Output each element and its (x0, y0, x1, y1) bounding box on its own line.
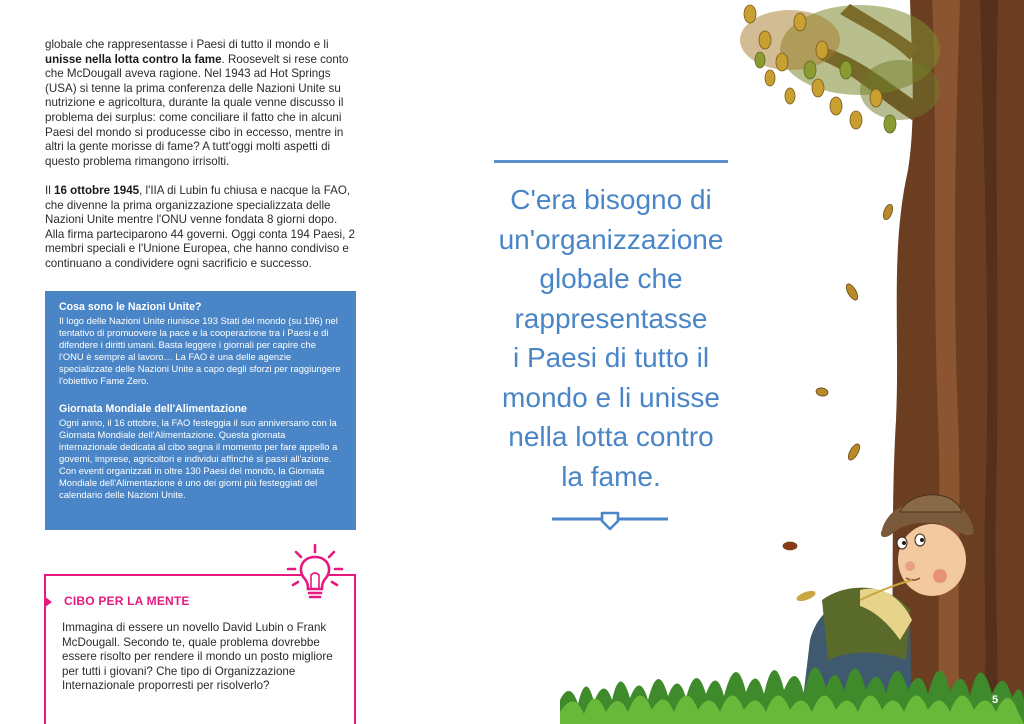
info-box-title-world-food-day: Giornata Mondiale dell'Alimentazione (59, 402, 247, 415)
quote-line: rappresentasse (514, 302, 708, 334)
quote-line: nella lotta contro (508, 421, 714, 452)
food-for-thought-text: Immagina di essere un novello David Lubin o Frank McDougall. Secondo te, quale problema dovrebbe essere risolto per rendere il mondo un posto migliore per tutti i giovani? Che tipo di Organizzazione Internazionale proporresti per risolverlo? (62, 621, 333, 693)
info-box (45, 291, 356, 530)
body-paragraph-1 (45, 38, 357, 169)
p1-bold-text: unisse nella lotta contro la fame (45, 52, 222, 66)
quote-line: mondo e li unisse (502, 381, 720, 413)
tree-boy-illustration (560, 0, 1024, 724)
p1-text-b: . Roosevelt si rese conto che McDougall aveva ragione. Nel 1943 ad Hot Springs (USA) si tenne la prima conferenza delle Nazioni Unite su nutrizione e agricoltura, durante la quale venne discusso il problema dei surplus: come conciliare il fatto che in alcuni Paesi del mondo si producesse cibo in eccesso, mentre in altri la gente morisse di fame? A tutt'oggi molti aspetti di questo problema rimangono irrisolti. (45, 52, 349, 168)
quote-line: la fame. (561, 460, 661, 492)
body-paragraph-2 (45, 184, 357, 272)
p2-text-b: , l'IIA di Lubin fu chiusa e nacque la FAO, che divenne la prima organizzazione specializzata delle Nazioni Unite mentre l'ONU venne fondata 8 giorni dopo. Alla firma parteciparono 44 governi. Oggi conta 194 Paesi, 2 membri speciali e l'Unione Europea, che hanno condiviso e continuano a condividere ogni sacrificio e successo. (45, 184, 355, 270)
lightbulb-icon (283, 543, 347, 607)
info-box-title-un: Cosa sono le Nazioni Unite? (59, 301, 202, 313)
p1-text-a: globale che rappresentasse i Paesi di tutto il mondo e li (45, 38, 329, 51)
food-for-thought-title: CIBO PER LA MENTE (64, 594, 190, 608)
quote-line: un'organizzazione (498, 223, 724, 255)
info-box-text-un: Il logo delle Nazioni Unite riunisce 193 Stati del mondo (su 196) nel tentativo di promuovere la pace e la cooperazione tra i Paesi e di difendere i diritti umani. Basta leggere i giornali per capire che l'ONU è sempre al lavoro… La FAO è una delle agenzie specializzate delle Nazioni Unite a capo degli sforzi per raggiungere l'obiettivo Fame Zero. (59, 315, 341, 387)
quote-line: C'era bisogno di (510, 184, 712, 215)
quote-line: globale che (539, 263, 683, 294)
info-box-text-world-food-day: Ogni anno, il 16 ottobre, la FAO festeggia il suo anniversario con la Giornata Mondiale dell'Alimentazione. Questa giornata internazionale dedicata al cibo segna il momento per fare appello a governi, imprese, agricoltori e individui affinché si passi all'azione. Con eventi organizzati in oltre 130 Paesi del mondo, la Giornata Mondiale dell'Alimentazione è uno dei giorni più festeggiati del calendario delle Nazioni Unite. (59, 416, 338, 501)
quote-line: i Paesi di tutto il (512, 342, 710, 373)
p2-text-a: Il (45, 184, 55, 197)
page-number: 5 (992, 694, 999, 706)
pink-arrow-icon (44, 596, 52, 608)
p2-bold-date: 16 ottobre 1945 (54, 184, 140, 197)
